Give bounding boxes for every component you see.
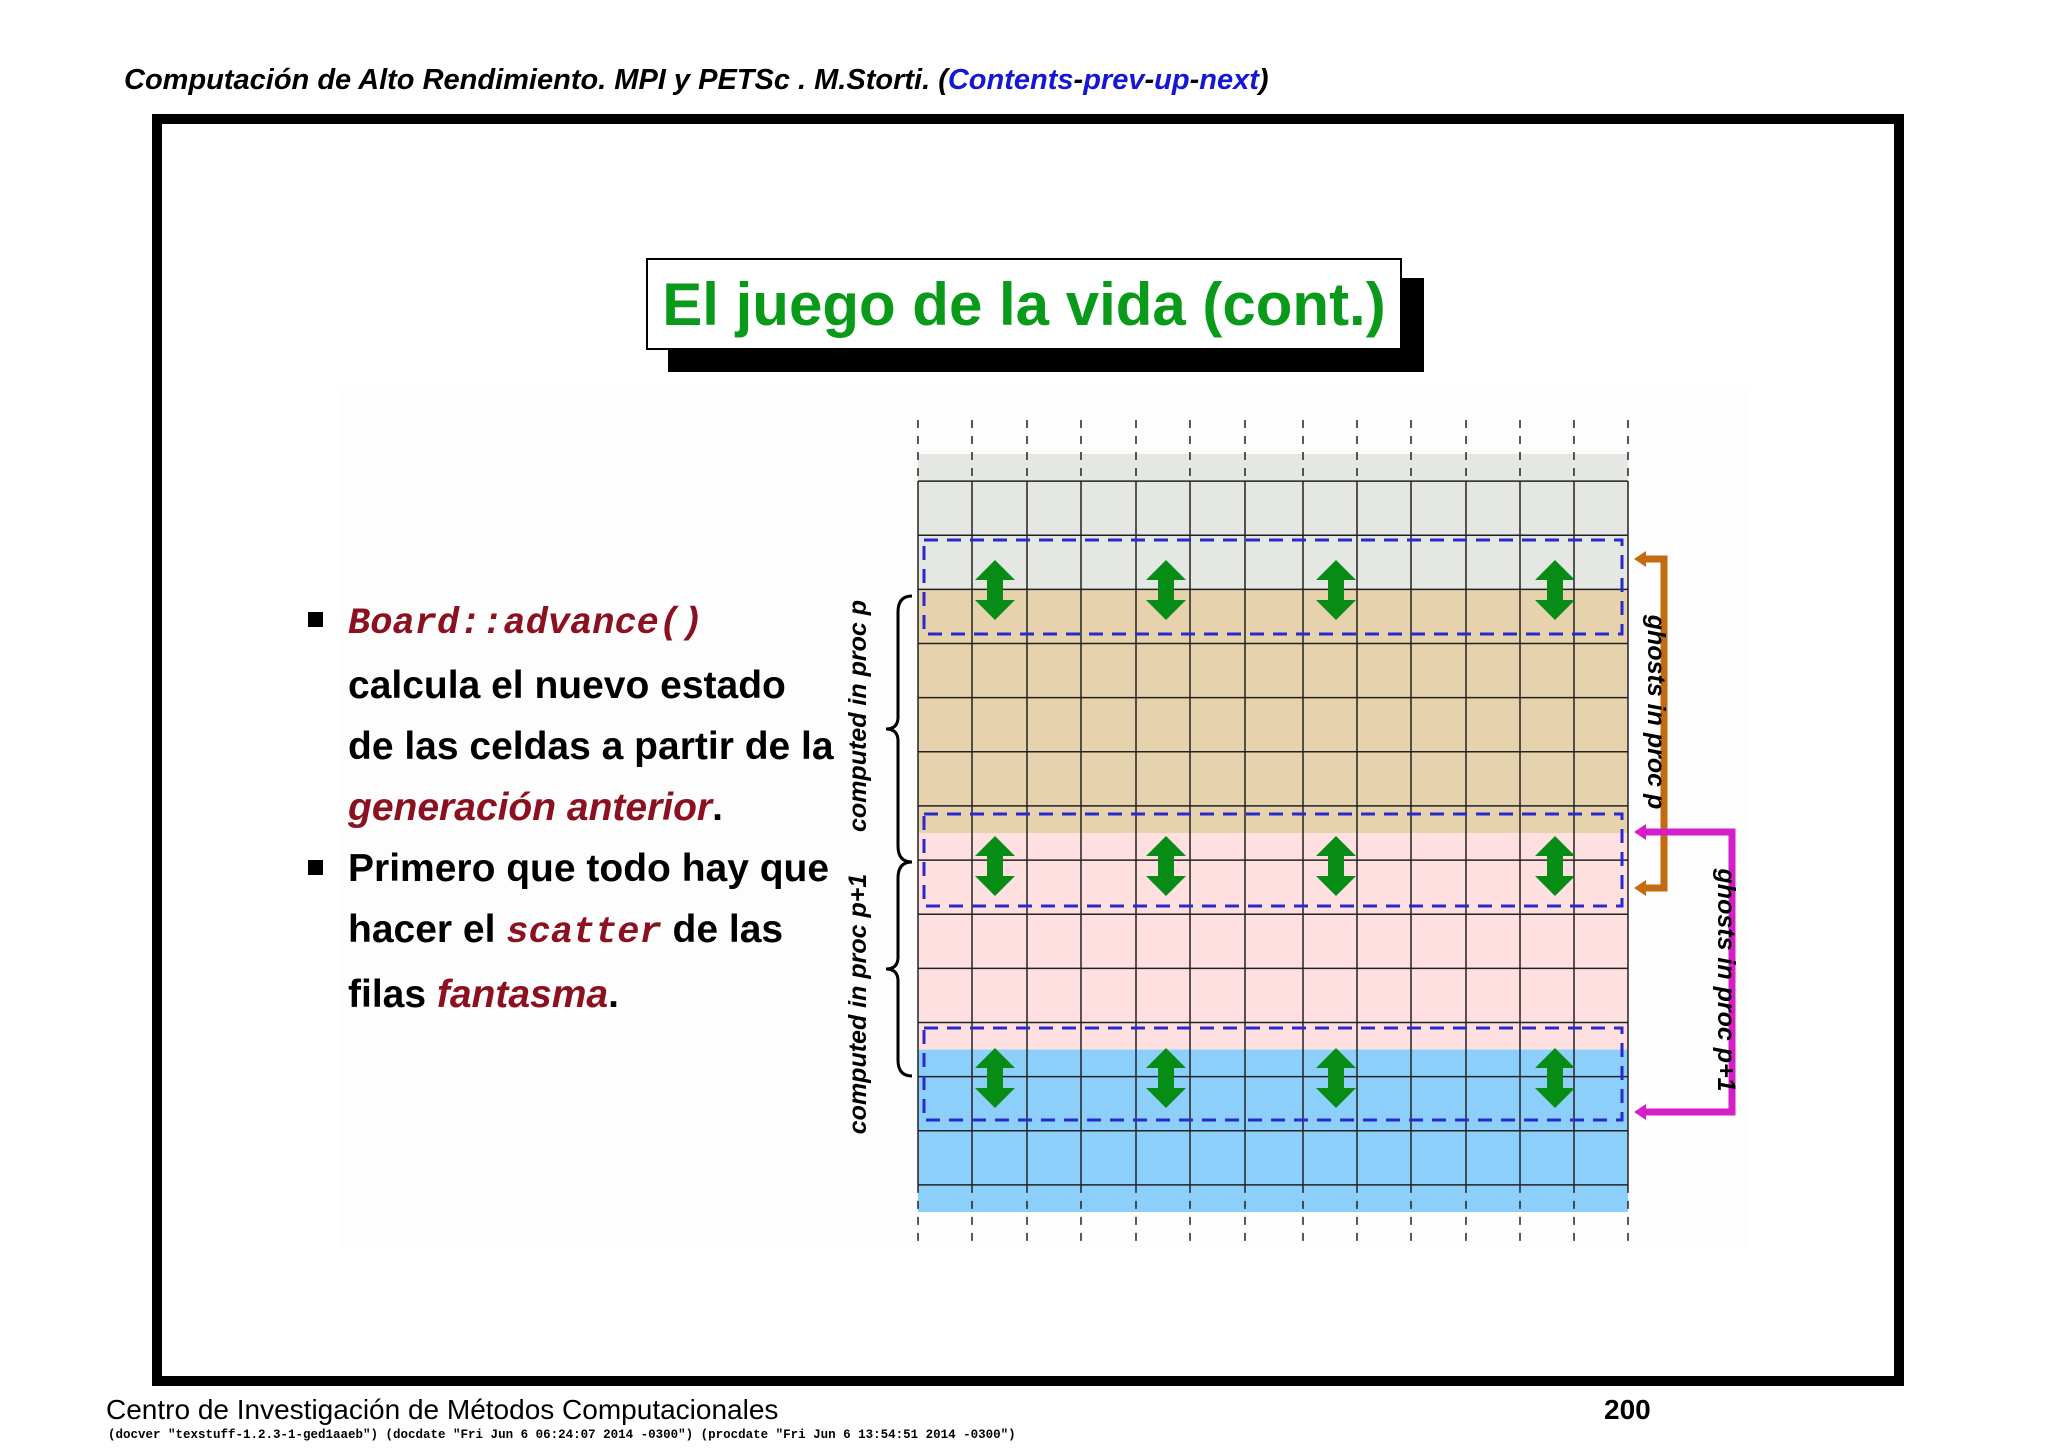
label-computed-proc-p: computed in proc p	[844, 600, 872, 832]
link-prev[interactable]: prev	[1083, 64, 1145, 96]
link-contents[interactable]: Contents	[947, 64, 1074, 96]
bullet-end: .	[608, 973, 619, 1016]
brace-proc-p	[886, 596, 912, 862]
emph-generacion: generación anterior	[348, 786, 713, 829]
label-ghosts-proc-p: ghosts in proc p	[1642, 614, 1670, 810]
arrowhead-icon	[1634, 1104, 1646, 1120]
bullet-text: calcula el nuevo estado de las celdas a partir de la	[348, 664, 834, 768]
bullet-text: de las filas	[348, 908, 784, 1016]
header-prefix: Computación de Alto Rendimiento. MPI y PETSc . M.Storti. (	[124, 64, 948, 96]
arrowhead-icon	[1634, 551, 1646, 567]
emph-fantasma: fantasma	[436, 973, 609, 1016]
slide-title: El juego de la vida (cont.)	[662, 270, 1386, 338]
code-scatter: scatter	[506, 912, 662, 954]
arrowhead-icon	[1634, 824, 1646, 840]
band-gray	[918, 454, 1628, 589]
link-separator: -	[1144, 64, 1155, 96]
arrowhead-icon	[1634, 880, 1646, 896]
link-next[interactable]: next	[1199, 64, 1259, 96]
label-computed-proc-p1: computed in proc p+1	[844, 873, 872, 1135]
header-suffix: )	[1258, 64, 1269, 96]
band-proc-p	[918, 589, 1628, 833]
link-separator: -	[1189, 64, 1200, 96]
row-bands	[918, 454, 1628, 1212]
link-separator: -	[1073, 64, 1084, 96]
code-board-advance: Board::advance()	[348, 603, 704, 645]
band-proc-p1	[918, 833, 1628, 1050]
link-up[interactable]: up	[1154, 64, 1190, 96]
footer-institution: Centro de Investigación de Métodos Computacionales	[106, 1394, 779, 1425]
footer-docinfo: (docver "texstuff-1.2.3-1-ged1aaeb") (docdate "Fri Jun 6 06:24:07 2014 -0300") (procdate "Fri Jun 6 13:54:51 2014 -0300")	[108, 1428, 1016, 1442]
page-number: 200	[1604, 1394, 1651, 1425]
brace-proc-p1	[886, 862, 912, 1076]
bullet-end: .	[712, 786, 723, 829]
label-ghosts-proc-p1: ghosts in proc p+1	[1712, 868, 1740, 1092]
bullet-text: Primero que todo hay que hacer el	[348, 847, 830, 951]
